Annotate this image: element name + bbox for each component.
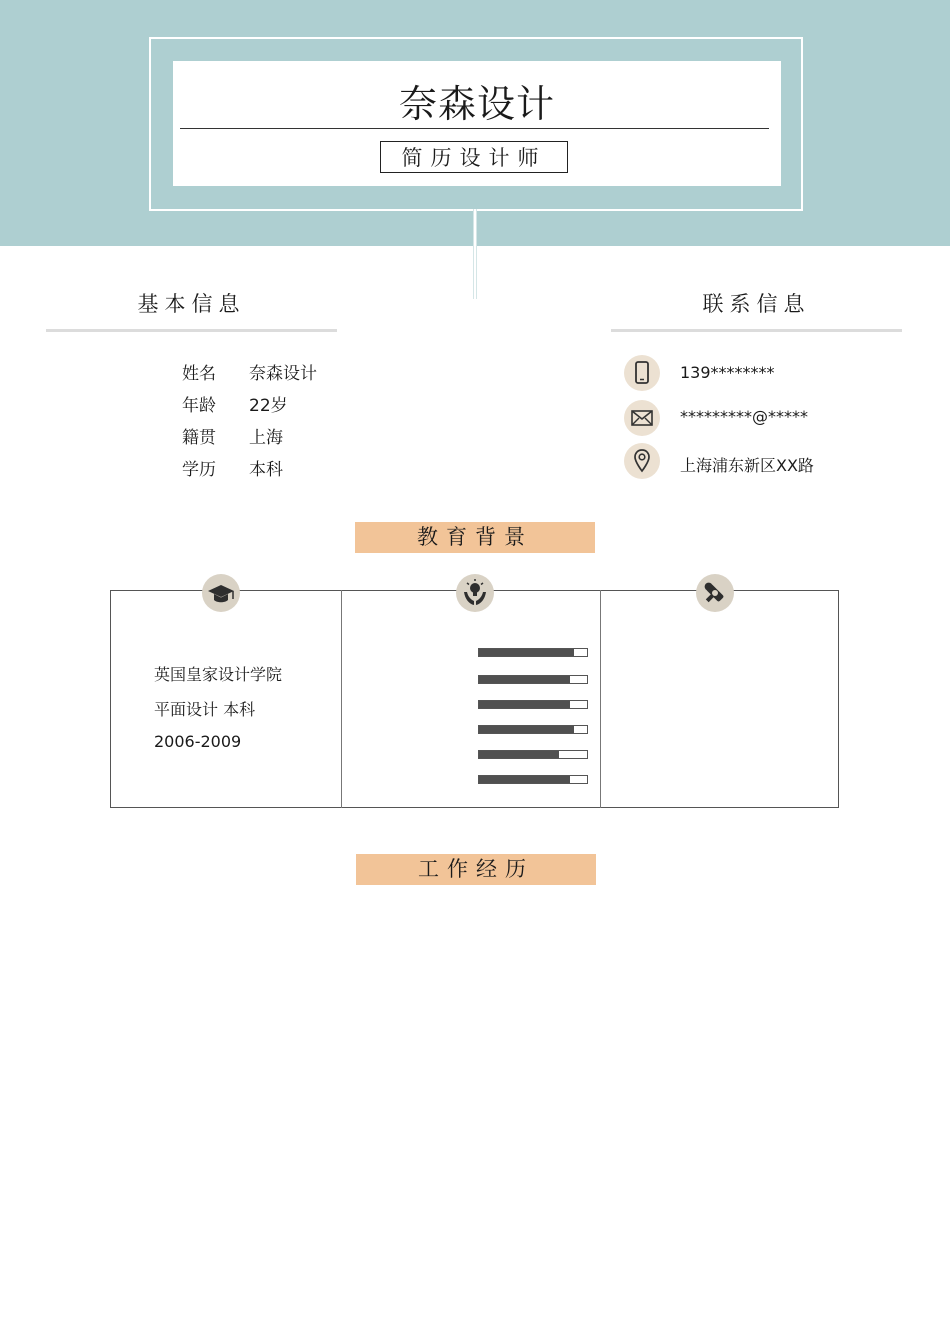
location-pin-icon	[624, 443, 660, 479]
basic-info-heading: 基本信息	[137, 292, 246, 316]
info-value-degree: 本科	[249, 460, 283, 480]
phone-icon	[624, 355, 660, 391]
school-name: 英国皇家设计学院	[154, 665, 283, 684]
info-value-age: 22岁	[249, 396, 288, 416]
contact-phone: 139********	[680, 363, 775, 382]
basic-info-rule	[46, 329, 337, 332]
skill-bar	[478, 725, 588, 734]
skill-bar-fill	[479, 701, 570, 708]
resume-role: 简历设计师	[380, 141, 568, 173]
contact-address: 上海浦东新区XX路	[680, 456, 814, 475]
info-value-hometown: 上海	[249, 428, 283, 448]
skill-bar	[478, 675, 588, 684]
skill-bar-fill	[479, 676, 570, 683]
info-label-degree: 学历	[182, 460, 216, 480]
diploma-scroll-icon	[696, 574, 734, 612]
skill-bar	[478, 700, 588, 709]
contact-info-rule	[611, 329, 902, 332]
resume-name: 奈森设计	[398, 82, 555, 126]
contact-email: *********@*****	[680, 407, 808, 426]
skill-bar-fill	[479, 776, 570, 783]
info-label-age: 年龄	[182, 396, 216, 416]
education-divider-1	[341, 590, 342, 808]
graduation-cap-icon	[202, 574, 240, 612]
school-major: 平面设计 本科	[154, 700, 256, 719]
skill-bar	[478, 648, 588, 657]
mail-icon	[624, 400, 660, 436]
education-heading: 教育背景	[355, 522, 595, 553]
skill-bar-fill	[479, 751, 559, 758]
contact-info-heading: 联系信息	[702, 292, 811, 316]
info-label-name: 姓名	[182, 364, 216, 384]
education-divider-2	[600, 590, 601, 808]
title-divider	[180, 128, 769, 129]
header-connector	[473, 209, 477, 299]
work-heading: 工作经历	[356, 854, 596, 885]
info-value-name: 奈森设计	[249, 364, 317, 384]
skill-bar-fill	[479, 726, 574, 733]
skill-bar-fill	[479, 649, 574, 656]
lightbulb-hands-icon	[456, 574, 494, 612]
title-card	[173, 61, 781, 186]
school-years: 2006-2009	[154, 732, 242, 751]
skill-bar	[478, 750, 588, 759]
skill-bar	[478, 775, 588, 784]
info-label-hometown: 籍贯	[182, 428, 216, 448]
